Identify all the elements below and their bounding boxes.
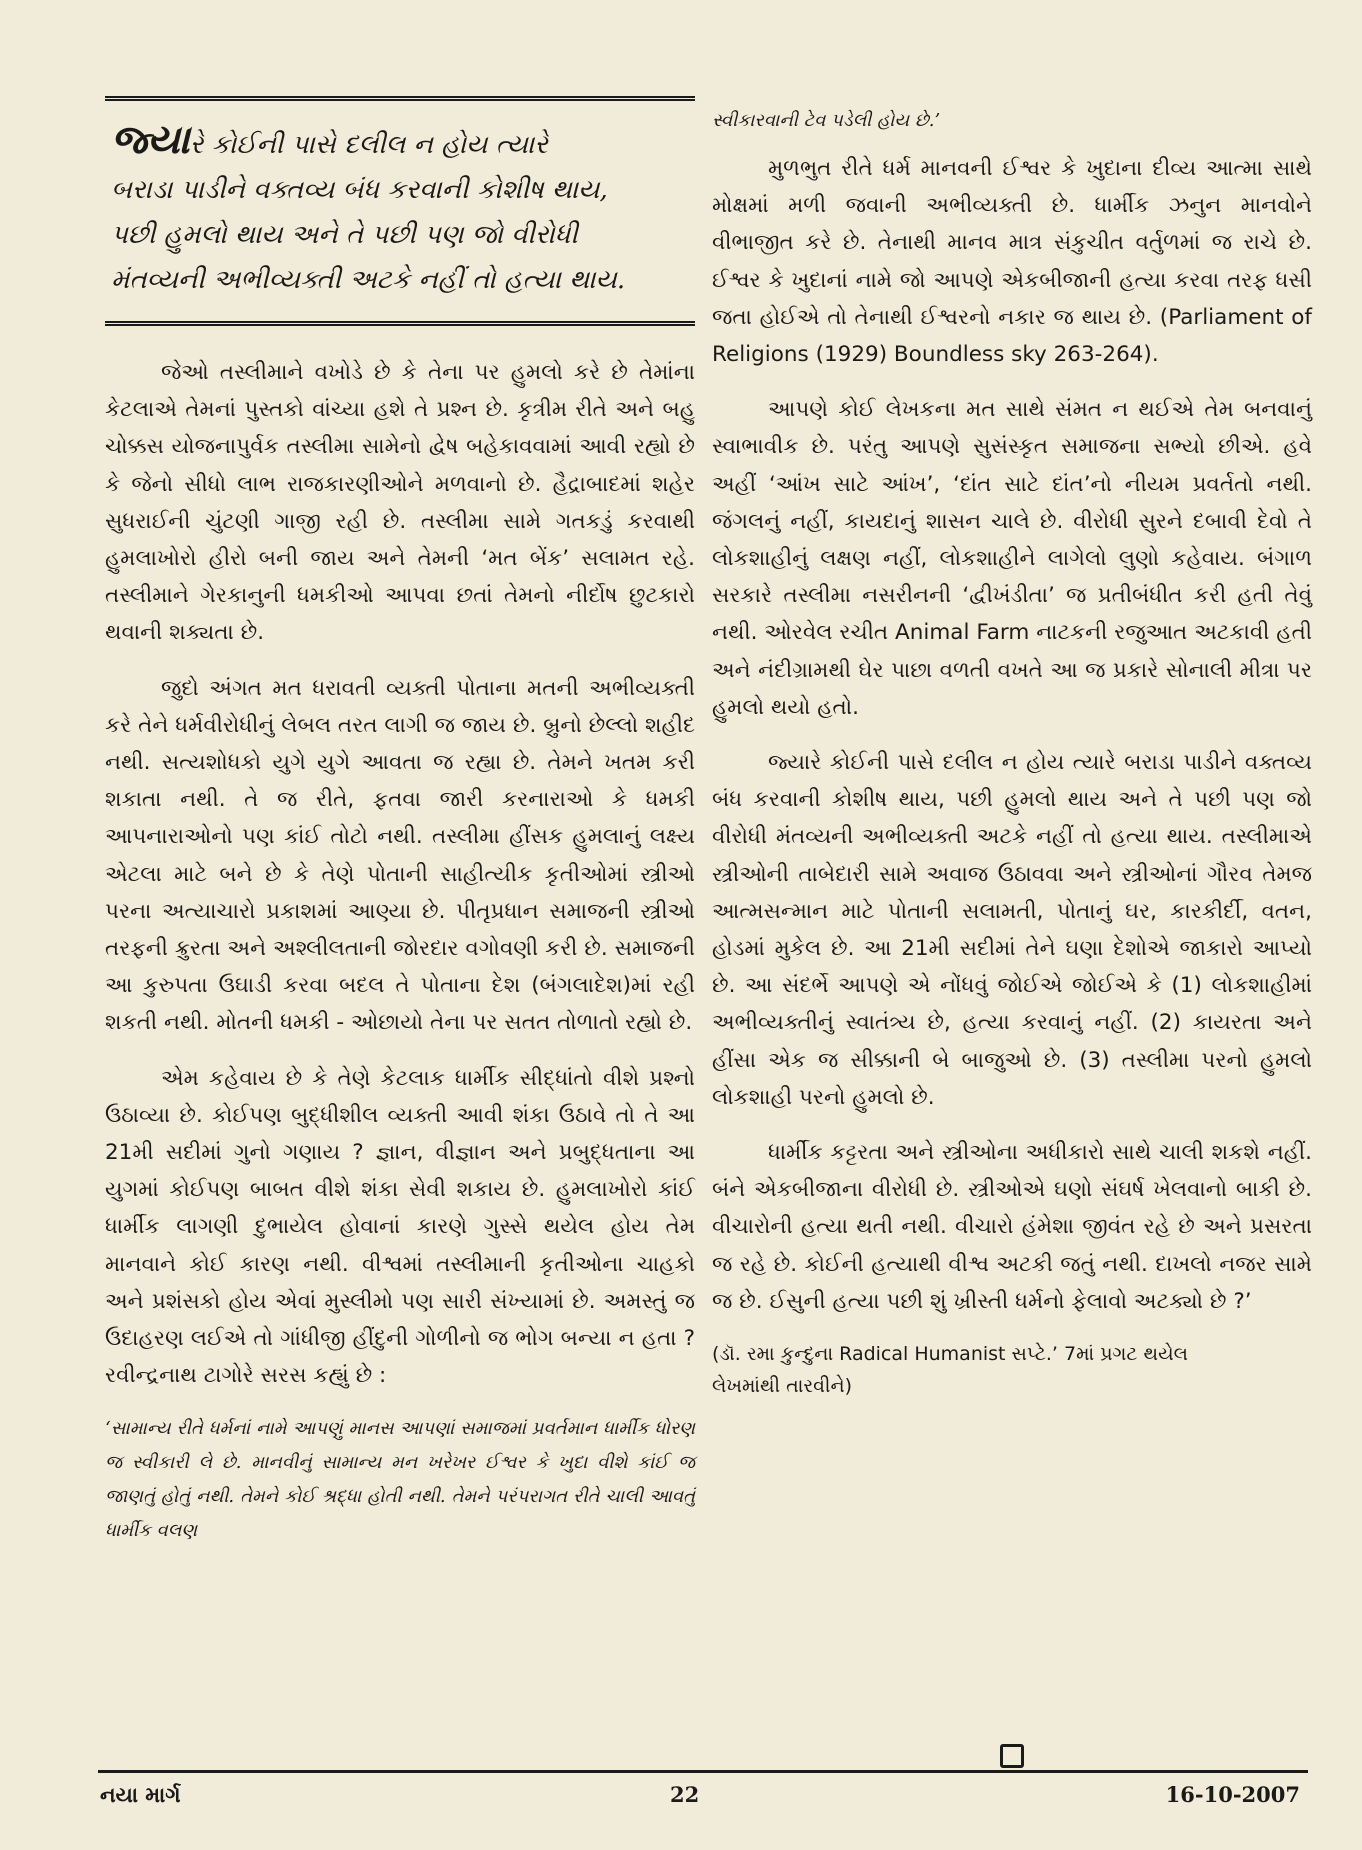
left-paragraph-1: જેઓ તસ્લીમાને વખોડે છે કે તેના પર હુમલો કરે છે તેમાંના કેટલાએ તેમનાં પુસ્તકો વાંચ્યા હશે તે પ્રશ્ન છે. કૃત્રીમ રીતે અને બહુ ચોક્કસ યોજનાપુર્વક તસ્લીમા સામેનો દ્વેષ બહેકાવવામાં આવી રહ્યો છે કે જેનો સીધો લાભ રાજકારણીઓને મળવાનો છે. હૈદ્રાબાદમાં શહેર સુધરાઈની ચુંટણી ગાજી રહી છે. તસ્લીમા સામે ગતકડું કરવાથી હુમલાખોરો હીરો બની જાય અને તેમની ‘મત બેંક’ સલામત રહે. તસ્લીમાને ગેરકાનુની ધમકીઓ આપવા છતાં તેમનો નીર્દોષ છુટકારો થવાની શક્યતા છે. xyxy=(105,360,695,646)
right-paragraph-4: ધાર્મીક કટ્ટરતા અને સ્ત્રીઓના અધીકારો સાથે ચાલી શકશે નહીં. બંને એકબીજાના વીરોધી છે. સ્ત્રીઓએ ઘણો સંઘર્ષ ખેલવાનો બાકી છે. વીચારોની હત્યા થતી નથી. વીચારો હંમેશા જીવંત રહે છે અને પ્રસરતા જ રહે છે. કોઈની હત્યાથી વીશ્વ અટકી જતું નથી. દાખલો નજર સામે જ છે. ઈસુની હત્યા પછી શું ખ્રીસ્તી ધર્મનો ફેલાવો અટક્યો છે ?’ xyxy=(712,1140,1312,1314)
end-of-article-icon xyxy=(1000,1744,1024,1768)
right-paragraph-1: મુળભુત રીતે ધર્મ માનવની ઈશ્વર કે ખુદાના દીવ્ય આત્મા સાથે મોક્ષમાં મળી જવાની અભીવ્યક્તી છે. ધાર્મીક ઝનુન માનવોને વીભાજીત કરે છે. તેનાથી માનવ માત્ર સંકુચીત વર્તુળમાં જ રાચે છે. ઈશ્વર કે ખુદાનાં નામે જો આપણે એકબીજાની હત્યા કરવા તરફ ધસી જતા હોઈએ તો તેનાથી ઈશ્વરનો નકાર જ થાય છે. (Parliament of Religions (1929) Boundless sky 263-264). xyxy=(712,156,1312,368)
pull-quote-drop-word: જ્યા xyxy=(111,116,190,163)
right-paragraph-2: આપણે કોઈ લેખકના મત સાથે સંમત ન થઈએ તેમ બનવાનું સ્વાભાવીક છે. પરંતુ આપણે સુસંસ્કૃત સમાજના સભ્યો છીએ. હવે અહીં ‘આંખ સાટે આંખ’, ‘દાંત સાટે દાંત’નો નીયમ પ્રવર્તતો નથી. જંગલનું નહીં, કાયદાનું શાસન ચાલે છે. વીરોધી સુરને દબાવી દેવો તે લોકશાહીનું લક્ષણ નહીં, લોકશાહીને લાગેલો લુણો કહેવાય. બંગાળ સરકારે તસ્લીમા નસરીનની ‘દ્વીખંડીતા’ જ પ્રતીબંધીત કરી હતી તેવું નથી. ઓરવેલ રચીત Animal Farm નાટકની રજુઆત અટકાવી હતી અને નંદીગ્રામથી ઘેર પાછા વળતી વખતે આ જ પ્રકારે સોનાલી મીત્રા પર હુમલો થયો હતો. xyxy=(712,397,1312,720)
pull-quote-line-4: મંતવ્યની અભીવ્યક્તી અટકે નહીં તો હત્યા થાય. xyxy=(111,265,626,295)
pull-quote-line-1 xyxy=(111,117,689,168)
pull-quote-line-3: પછી હુમલો થાય અને તે પછી પણ જો વીરોધી xyxy=(111,220,578,250)
footer-date: 16-10-2007 xyxy=(1165,1782,1300,1807)
pull-quote-line-1-text: રે કોઈની પાસે દલીલ ન હોય ત્યારે xyxy=(189,130,548,160)
right-column xyxy=(712,104,1312,1402)
right-paragraph-3: જ્યારે કોઈની પાસે દલીલ ન હોય ત્યારે બરાડા પાડીને વક્તવ્ય બંધ કરવાની કોશીષ થાય, પછી હુમલો થાય અને તે પછી પણ જો વીરોધી મંતવ્યની અભીવ્યક્તી અટકે નહીં તો હત્યા થાય. તસ્લીમાએ સ્ત્રીઓની તાબેદારી સામે અવાજ ઉઠાવવા અને સ્ત્રીઓનાં ગૌરવ તેમજ આત્મસન્માન માટે પોતાની સલામતી, પોતાનું ઘર, કારકીર્દી, વતન, હોડમાં મુકેલ છે. આ 21મી સદીમાં તેને ઘણા દેશોએ જાકારો આપ્યો છે. આ સંદર્ભે આપણે એ નોંધવું જોઈએ જોઈએ કે (1) લોકશાહીમાં અભીવ્યક્તીનું સ્વાતંત્ર્ય છે, હત્યા કરવાનું નહીં. (2) કાયરતા અને હીંસા એક જ સીક્કાની બે બાજુઓ છે. (3) તસ્લીમા પરનો હુમલો લોકશાહી પરનો હુમલો છે. xyxy=(712,750,1312,1110)
footer-page-number: 22 xyxy=(670,1782,700,1807)
left-column xyxy=(105,96,695,1548)
source-credit-line-1: (ડૉ. રમા કુન્દુના Radical Humanist સપ્ટે.’ 7માં પ્રગટ થયેલ xyxy=(712,1343,1189,1366)
source-credit-line-2: લેખમાંથી તારવીને) xyxy=(712,1375,853,1398)
tagore-quote: ‘સામાન્ય રીતે ધર્મનાં નામે આપણું માનસ આપણાં સમાજમાં પ્રવર્તમાન ધાર્મીક ધોરણ જ સ્વીકારી લે છે. માનવીનું સામાન્ય મન ખરેખર ઈશ્વર કે ખુદા વીશે કાંઈ જ જાણતું હોતું નથી. તેમને કોઈ શ્રદ્ધા હોતી નથી. તેમને પરંપરાગત રીતે ચાલી આવતું ધાર્મીક વલણ xyxy=(105,1418,695,1542)
pull-quote xyxy=(105,96,695,326)
left-paragraph-3: એમ કહેવાય છે કે તેણે કેટલાક ધાર્મીક સીદ્ધાંતો વીશે પ્રશ્નો ઉઠાવ્યા છે. કોઈપણ બુદ્ધીશીલ વ્યક્તી આવી શંકા ઉઠાવે તો તે આ 21મી સદીમાં ગુનો ગણાય ? જ્ઞાન, વીજ્ઞાન અને પ્રબુદ્ધતાના આ યુગમાં કોઈપણ બાબત વીશે શંકા સેવી શકાય છે. હુમલાખોરો કાંઈ ધાર્મીક લાગણી દુભાયેલ હોવાનાં કારણે ગુસ્સે થયેલ હોય તેમ માનવાને કોઈ કારણ નથી. વીશ્વમાં તસ્લીમાની કૃતીઓના ચાહકો અને પ્રશંસકો હોય એવાં મુસ્લીમો પણ સારી સંખ્યામાં છે. અમસ્તું જ ઉદાહરણ લઈએ તો ગાંધીજી હીંદુની ગોળીનો જ ભોગ બન્યા ન હતા ? રવીન્દ્રનાથ ટાગોરે સરસ કહ્યું છે : xyxy=(105,1065,695,1389)
tagore-quote-continuation: સ્વીકારવાની ટેવ પડેલી હોય છે.’ xyxy=(712,110,941,131)
footer-divider xyxy=(98,1770,1308,1773)
left-paragraph-2: જુદો અંગત મત ધરાવતી વ્યક્તી પોતાના મતની અભીવ્યક્તી કરે તેને ધર્મવીરોધીનું લેબલ તરત લાગી જ જાય છે. બ્રુનો છેલ્લો શહીદ નથી. સત્યશોધકો યુગે યુગે આવતા જ રહ્યા છે. તેમને ખતમ કરી શકાતા નથી. તે જ રીતે, ફતવા જારી કરનારાઓ કે ધમકી આપનારાઓનો પણ કાંઈ તોટો નથી. તસ્લીમા હીંસક હુમલાનું લક્ષ્ય એટલા માટે બને છે કે તેણે પોતાની સાહીત્યીક કૃતીઓમાં સ્ત્રીઓ પરના અત્યાચારો પ્રકાશમાં આણ્યા છે. પીતૃપ્રધાન સમાજની સ્ત્રીઓ તરફની ક્રુરતા અને અશ્લીલતાની જોરદાર વગોવણી કરી છે. સમાજની આ કુરુપતા ઉઘાડી કરવા બદલ તે પોતાના દેશ (બંગલાદેશ)માં રહી શકતી નથી. મોતની ધમકી - ઓછાયો તેના પર સતત તોળાતો રહ્યો છે. xyxy=(105,675,695,1036)
pull-quote-line-2: બરાડા પાડીને વક્તવ્ય બંધ કરવાની કોશીષ થાય, xyxy=(111,175,608,205)
footer-publication-name: નયા માર્ગ xyxy=(100,1782,181,1807)
